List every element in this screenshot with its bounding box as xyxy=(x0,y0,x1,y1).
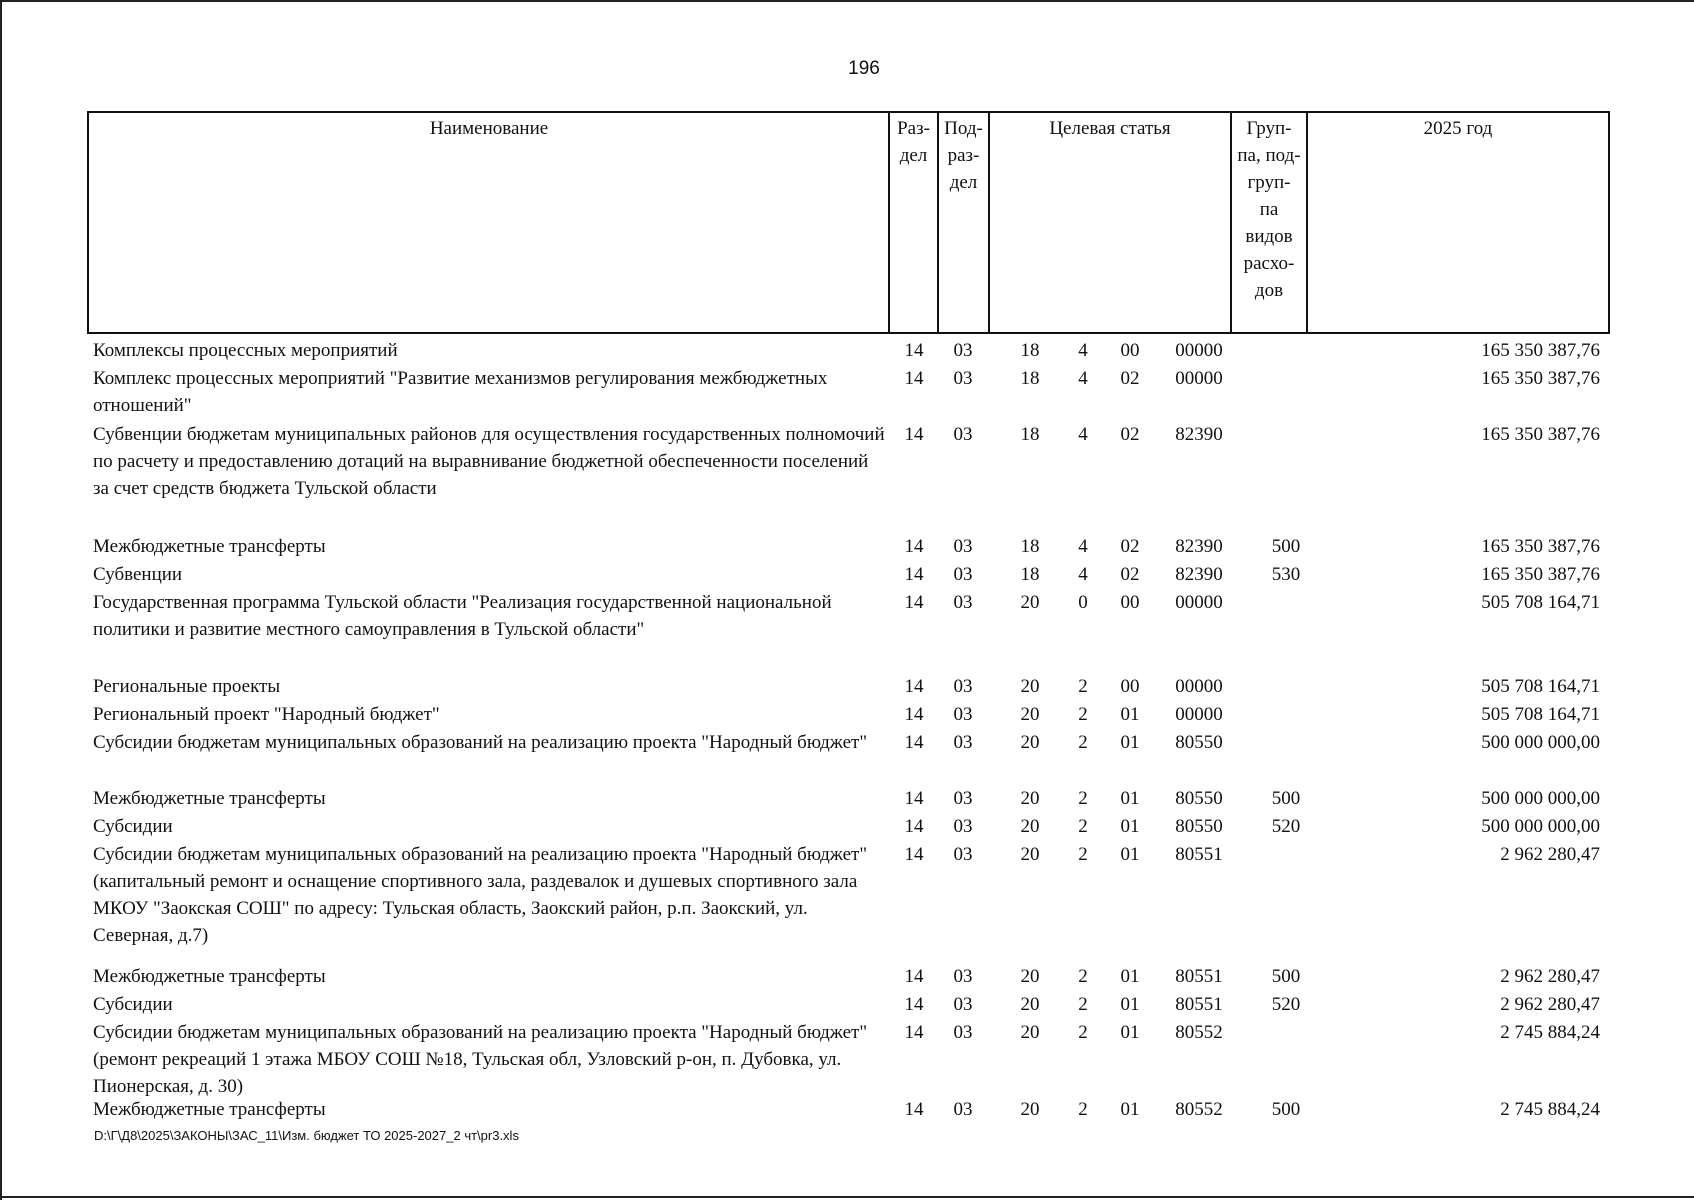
header-year: 2025 год xyxy=(1423,118,1493,139)
row-sum: 500 000 000,00 xyxy=(1481,788,1600,809)
row-tselevaya-4: 82390 xyxy=(1175,536,1223,557)
row-sum: 2 745 884,24 xyxy=(1500,1099,1600,1120)
row-tselevaya-1: 20 xyxy=(1020,788,1040,809)
row-group: 520 xyxy=(1271,816,1301,837)
page-frame-bottom xyxy=(0,1196,1694,1198)
row-razdel: 14 xyxy=(904,844,924,865)
row-tselevaya-2: 2 xyxy=(1078,816,1088,837)
row-sum: 165 350 387,76 xyxy=(1481,368,1600,389)
row-name: Комплекс процессных мероприятий "Развитие механизмов регулирования межбюджетных отношений" xyxy=(93,368,828,416)
row-tselevaya-3: 02 xyxy=(1120,424,1140,445)
row-name: Субсидии бюджетам муниципальных образований на реализацию проекта "Народный бюджет" (ремонт рекреаций 1 этажа МБОУ СОШ №18, Тульская обл, Узловский р-он, п. Дубовка, ул. Пионерская, д. 30) xyxy=(93,1022,868,1097)
page-number: 196 xyxy=(848,58,880,79)
header-razdel: Раз- дел xyxy=(897,118,930,166)
row-podrazdel: 03 xyxy=(953,368,973,389)
row-tselevaya-4: 80551 xyxy=(1175,994,1223,1015)
row-tselevaya-2: 0 xyxy=(1078,592,1088,613)
row-tselevaya-3: 02 xyxy=(1120,536,1140,557)
row-tselevaya-2: 2 xyxy=(1078,966,1088,987)
row-name: Субвенции xyxy=(93,564,183,585)
row-name: Субсидии бюджетам муниципальных образований на реализацию проекта "Народный бюджет" xyxy=(93,732,868,753)
row-razdel: 14 xyxy=(904,994,924,1015)
row-tselevaya-4: 80550 xyxy=(1175,732,1223,753)
row-tselevaya-2: 4 xyxy=(1078,340,1088,361)
row-tselevaya-3: 00 xyxy=(1120,676,1140,697)
row-group: 530 xyxy=(1271,564,1301,585)
row-podrazdel: 03 xyxy=(953,564,973,585)
row-tselevaya-3: 00 xyxy=(1120,340,1140,361)
row-podrazdel: 03 xyxy=(953,340,973,361)
row-tselevaya-4: 80551 xyxy=(1175,966,1223,987)
row-sum: 2 962 280,47 xyxy=(1500,994,1600,1015)
row-tselevaya-1: 20 xyxy=(1020,966,1040,987)
row-tselevaya-4: 80550 xyxy=(1175,816,1223,837)
row-tselevaya-2: 4 xyxy=(1078,368,1088,389)
row-sum: 500 000 000,00 xyxy=(1481,732,1600,753)
row-tselevaya-3: 01 xyxy=(1120,1022,1140,1043)
row-tselevaya-2: 2 xyxy=(1078,788,1088,809)
row-tselevaya-4: 80552 xyxy=(1175,1099,1223,1120)
row-group: 500 xyxy=(1271,1099,1301,1120)
row-name: Межбюджетные трансферты xyxy=(93,788,326,809)
row-razdel: 14 xyxy=(904,424,924,445)
row-tselevaya-4: 82390 xyxy=(1175,564,1223,585)
row-tselevaya-1: 18 xyxy=(1020,424,1040,445)
row-group: 520 xyxy=(1271,994,1301,1015)
row-tselevaya-1: 18 xyxy=(1020,368,1040,389)
row-tselevaya-2: 4 xyxy=(1078,564,1088,585)
row-tselevaya-1: 20 xyxy=(1020,1022,1040,1043)
row-razdel: 14 xyxy=(904,1099,924,1120)
row-sum: 2 745 884,24 xyxy=(1500,1022,1600,1043)
row-razdel: 14 xyxy=(904,536,924,557)
row-tselevaya-1: 18 xyxy=(1020,536,1040,557)
row-tselevaya-3: 01 xyxy=(1120,788,1140,809)
row-podrazdel: 03 xyxy=(953,1022,973,1043)
row-podrazdel: 03 xyxy=(953,816,973,837)
row-name: Межбюджетные трансферты xyxy=(93,1099,326,1120)
row-name: Региональный проект "Народный бюджет" xyxy=(93,704,440,725)
row-name: Государственная программа Тульской области "Реализация государственной национальной политики и развитие местного самоуправления в Тульской области" xyxy=(93,592,832,640)
row-tselevaya-4: 00000 xyxy=(1175,368,1223,389)
row-name: Межбюджетные трансферты xyxy=(93,966,326,987)
row-tselevaya-2: 2 xyxy=(1078,844,1088,865)
row-sum: 2 962 280,47 xyxy=(1500,966,1600,987)
row-tselevaya-3: 01 xyxy=(1120,1099,1140,1120)
row-tselevaya-4: 80551 xyxy=(1175,844,1223,865)
row-tselevaya-3: 01 xyxy=(1120,732,1140,753)
page-frame-left xyxy=(0,0,2,1200)
row-tselevaya-3: 01 xyxy=(1120,966,1140,987)
row-tselevaya-2: 4 xyxy=(1078,424,1088,445)
row-tselevaya-4: 80552 xyxy=(1175,1022,1223,1043)
row-tselevaya-3: 02 xyxy=(1120,564,1140,585)
row-tselevaya-4: 00000 xyxy=(1175,704,1223,725)
row-sum: 505 708 164,71 xyxy=(1481,704,1600,725)
row-sum: 165 350 387,76 xyxy=(1481,424,1600,445)
row-razdel: 14 xyxy=(904,732,924,753)
row-podrazdel: 03 xyxy=(953,1099,973,1120)
row-tselevaya-3: 01 xyxy=(1120,704,1140,725)
row-name: Межбюджетные трансферты xyxy=(93,536,326,557)
row-tselevaya-1: 20 xyxy=(1020,844,1040,865)
row-tselevaya-3: 01 xyxy=(1120,844,1140,865)
row-tselevaya-1: 20 xyxy=(1020,676,1040,697)
row-podrazdel: 03 xyxy=(953,788,973,809)
row-razdel: 14 xyxy=(904,676,924,697)
row-name: Комплексы процессных мероприятий xyxy=(93,340,398,361)
row-sum: 505 708 164,71 xyxy=(1481,676,1600,697)
row-tselevaya-2: 2 xyxy=(1078,676,1088,697)
row-podrazdel: 03 xyxy=(953,536,973,557)
row-tselevaya-3: 01 xyxy=(1120,994,1140,1015)
row-tselevaya-2: 2 xyxy=(1078,994,1088,1015)
row-sum: 505 708 164,71 xyxy=(1481,592,1600,613)
row-tselevaya-1: 20 xyxy=(1020,816,1040,837)
row-group: 500 xyxy=(1271,966,1301,987)
row-sum: 500 000 000,00 xyxy=(1481,816,1600,837)
row-group: 500 xyxy=(1271,788,1301,809)
row-tselevaya-4: 82390 xyxy=(1175,424,1223,445)
row-razdel: 14 xyxy=(904,592,924,613)
header-gruppa: Груп- па, под- груп- па видов расхо- дов xyxy=(1237,118,1301,301)
row-razdel: 14 xyxy=(904,816,924,837)
row-podrazdel: 03 xyxy=(953,732,973,753)
table-header xyxy=(87,111,1610,334)
header-podrazdel: Под- раз- дел xyxy=(944,118,983,193)
row-podrazdel: 03 xyxy=(953,424,973,445)
row-group: 500 xyxy=(1271,536,1301,557)
row-name: Субсидии xyxy=(93,816,173,837)
row-tselevaya-4: 80550 xyxy=(1175,788,1223,809)
row-tselevaya-3: 01 xyxy=(1120,816,1140,837)
row-name: Субсидии xyxy=(93,994,173,1015)
row-tselevaya-4: 00000 xyxy=(1175,592,1223,613)
row-tselevaya-2: 2 xyxy=(1078,732,1088,753)
header-tselevaya-statya: Целевая статья xyxy=(1049,118,1171,139)
row-tselevaya-2: 2 xyxy=(1078,704,1088,725)
row-razdel: 14 xyxy=(904,368,924,389)
row-sum: 2 962 280,47 xyxy=(1500,844,1600,865)
row-tselevaya-1: 20 xyxy=(1020,704,1040,725)
row-name: Субсидии бюджетам муниципальных образований на реализацию проекта "Народный бюджет" (капитальный ремонт и оснащение спортивного зала, раздевалок и душевых спортивного зала МКОУ "Заокская СОШ" по адресу: Тульская область, Заокский район, р.п. Заокский, ул. Северная, д.7) xyxy=(93,844,868,946)
header-name: Наименование xyxy=(429,118,549,139)
row-podrazdel: 03 xyxy=(953,994,973,1015)
row-sum: 165 350 387,76 xyxy=(1481,536,1600,557)
row-tselevaya-2: 4 xyxy=(1078,536,1088,557)
row-razdel: 14 xyxy=(904,1022,924,1043)
row-name: Региональные проекты xyxy=(93,676,281,697)
row-tselevaya-4: 00000 xyxy=(1175,340,1223,361)
page-frame-top xyxy=(0,0,1694,2)
row-tselevaya-2: 2 xyxy=(1078,1022,1088,1043)
row-sum: 165 350 387,76 xyxy=(1481,340,1600,361)
row-razdel: 14 xyxy=(904,966,924,987)
row-podrazdel: 03 xyxy=(953,592,973,613)
row-tselevaya-3: 02 xyxy=(1120,368,1140,389)
row-podrazdel: 03 xyxy=(953,844,973,865)
row-tselevaya-3: 00 xyxy=(1120,592,1140,613)
row-sum: 165 350 387,76 xyxy=(1481,564,1600,585)
row-razdel: 14 xyxy=(904,564,924,585)
row-tselevaya-1: 18 xyxy=(1020,564,1040,585)
row-tselevaya-4: 00000 xyxy=(1175,676,1223,697)
row-name: Субвенции бюджетам муниципальных районов для осуществления государственных полномочий по расчету и предоставлению дотаций на выравнивание бюджетной обеспеченности поселений за счет средств бюджета Тульской области xyxy=(93,424,885,499)
row-tselevaya-1: 18 xyxy=(1020,340,1040,361)
row-tselevaya-2: 2 xyxy=(1078,1099,1088,1120)
row-tselevaya-1: 20 xyxy=(1020,1099,1040,1120)
row-tselevaya-1: 20 xyxy=(1020,592,1040,613)
row-razdel: 14 xyxy=(904,340,924,361)
row-podrazdel: 03 xyxy=(953,966,973,987)
row-tselevaya-1: 20 xyxy=(1020,732,1040,753)
row-podrazdel: 03 xyxy=(953,676,973,697)
row-tselevaya-1: 20 xyxy=(1020,994,1040,1015)
row-razdel: 14 xyxy=(904,704,924,725)
footer-file-path: D:\Г\Д8\2025\ЗАКОНЫ\ЗАС_11\Изм. бюджет ТО 2025-2027_2 чт\pr3.xls xyxy=(94,1128,519,1143)
row-podrazdel: 03 xyxy=(953,704,973,725)
row-razdel: 14 xyxy=(904,788,924,809)
